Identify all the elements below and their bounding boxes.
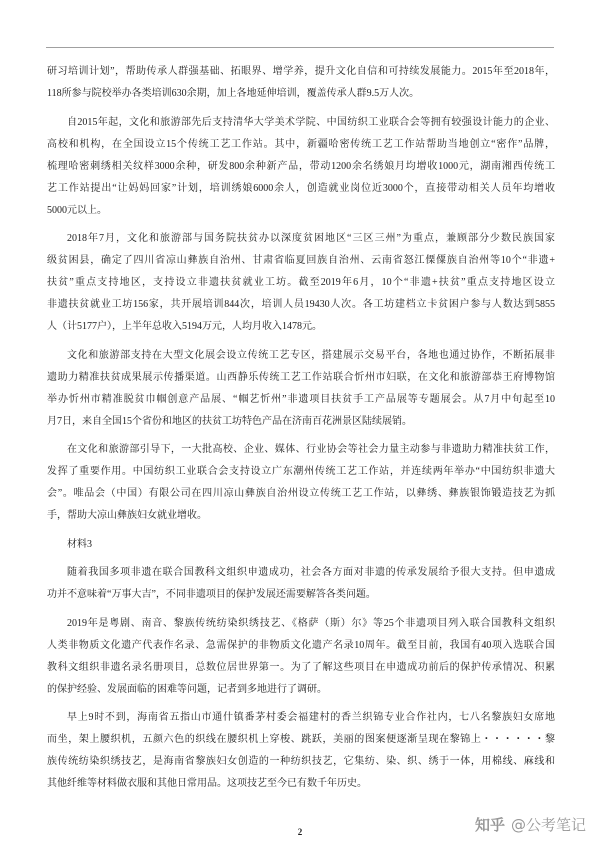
text-line: 而坐，架上腰织机，五颜六色的织线在腰织机上穿梭、跳跃，美丽的图案便逐渐呈现在黎锦上・・・・・・黎 — [47, 734, 555, 745]
paragraph — [47, 439, 555, 527]
watermark-handle: @公考笔记 — [510, 816, 586, 834]
text-line: 2019年是粤剧、南音、黎族传统纺染织绣技艺、《格萨（斯）尔》等25个非遗项目列入联合国教科文组织 — [67, 617, 555, 629]
text-line: 研习培训计划”，帮助传承人群强基础、拓眼界、增学养，提升文化自信和可持续发展能力。2015年至2018年， — [47, 66, 555, 77]
text-line: 118所参与院校举办各类培训630余期，加上各地延伸培训，覆盖传承人群9.5万人次。 — [47, 88, 420, 99]
text-line: 举办忻州市精准脱贫巾帼创意产品展、“帼艺忻州”非遗项目扶贫手工产品展等专题展会。从7月中旬起至10 — [47, 393, 555, 405]
document-body — [47, 61, 555, 795]
text-line: 族传统纺染织绣技艺，是海南省黎族妇女创造的一种纺织技艺，它集纺、染、织、绣于一体，用棉线、麻线和 — [47, 756, 555, 767]
text-line: 2018年7月，文化和旅游部与国务院扶贫办以深度贫困地区“三区三州”为重点，兼顾部分少数民族国家 — [67, 233, 555, 244]
text-line: 早上9时不到，海南省五指山市通什镇番茅村委会福建村的香兰织锦专业合作社内，七八名黎族妇女席地 — [67, 712, 555, 723]
text-line: 人类非物质文化遗产代表作名录、急需保护的非物质文化遗产名录10周年。截至目前，我国有40项入选联合国 — [47, 639, 555, 651]
paragraph — [47, 61, 555, 105]
text-line: 5000元以上。 — [47, 204, 107, 216]
paragraph — [47, 562, 555, 606]
text-line: 人（计5177户），上半年总收入5194万元，人均月收入1478元。 — [47, 321, 322, 332]
text-line: 月7日，来自全国15个省份和地区的扶贫工坊特色产品在济南百花洲景区陆续展销。 — [47, 415, 412, 427]
text-line: 其他纤维等材料做衣服和其他日常用品。这项技艺至今已有数千年历史。 — [47, 778, 367, 789]
section-heading-block — [47, 534, 555, 556]
text-line: 在文化和旅游部引导下，一大批高校、企业、媒体、行业协会等社会力量主动参与非遗助力精准扶贫工作， — [67, 444, 555, 455]
header-rule — [46, 47, 554, 48]
text-line: 发挥了重要作用。中国纺织工业联合会支持设立广东潮州传统工艺工作站，并连续两年举办“中国纺织非遗大 — [47, 466, 555, 477]
text-line: 教科文组织非遗名录名册项目，总数位居世界第一。为了了解这些项目在申遗成功前后的保护传承情况、积累 — [47, 661, 555, 673]
text-line: 文化和旅游部支持在大型文化展会设立传统工艺专区，搭建展示交易平台，各地也通过协作，不断拓展非 — [67, 349, 555, 361]
text-line: 高校和机构，在全国设立15个传统工艺工作站。其中，新疆哈密传统工艺工作站帮助当地创立“密作”品牌， — [47, 138, 555, 150]
text-line: 手，帮助大凉山彝族妇女就业增收。 — [47, 510, 207, 521]
text-line: 梳理哈密刺绣相关纹样3000余种，研发800余种新产品，带动1200余名绣娘月均增收1000元，湖南湘西传统工 — [47, 160, 555, 172]
paragraph — [47, 613, 555, 701]
watermark-site: 知乎 — [474, 816, 505, 834]
watermark — [475, 815, 586, 835]
text-line: 的保护经验、发展面临的困难等问题，记者到多地进行了调研。 — [47, 683, 327, 695]
text-line: 会”。唯品会（中国）有限公司在四川凉山彝族自治州设立传统工艺工作站，以彝绣、彝族银饰锻造技艺为抓 — [47, 488, 555, 499]
paragraph — [47, 345, 555, 433]
text-line: 级贫困县，确定了四川省凉山彝族自治州、甘肃省临夏回族自治州、云南省怒江傈僳族自治州等10个“非遗+ — [47, 255, 555, 266]
text-line: 非遗扶贫就业工坊156家，共开展培训844次，培训人员19430人次。各工坊建档立卡贫困户参与人数达到5855 — [47, 299, 555, 310]
paragraph — [47, 228, 555, 338]
text-line: 自2015年起，文化和旅游部先后支持清华大学美术学院、中国纺织工业联合会等拥有较强设计能力的企业、 — [67, 116, 555, 128]
text-line: 艺工作站提出“让妈妈回家”计划，培训绣娘6000余人，创造就业岗位近3000个，直接带动相关人员年均增收 — [47, 182, 555, 194]
page-number: 2 — [297, 827, 303, 837]
paragraph — [47, 112, 555, 222]
text-line: 随着我国多项非遗在联合国教科文组织申遗成功，社会各方面对非遗的传承发展给予很大支持。但申遗成 — [67, 567, 555, 578]
section-heading: 材料3 — [67, 538, 92, 550]
text-line: 功并不意味着“万事大吉”，不同非遗项目的保护发展还需要解答各类问题。 — [47, 589, 376, 600]
paragraph — [47, 707, 555, 795]
text-line: 遗助力精准扶贫成果展示传播渠道。山西静乐传统工艺工作站联合忻州市妇联，在文化和旅游部恭王府博物馆 — [47, 371, 555, 383]
text-line: 扶贫”重点支持地区，支持设立非遗扶贫就业工坊。截至2019年6月，10个“非遗+扶贫”重点支持地区设立 — [47, 277, 555, 288]
